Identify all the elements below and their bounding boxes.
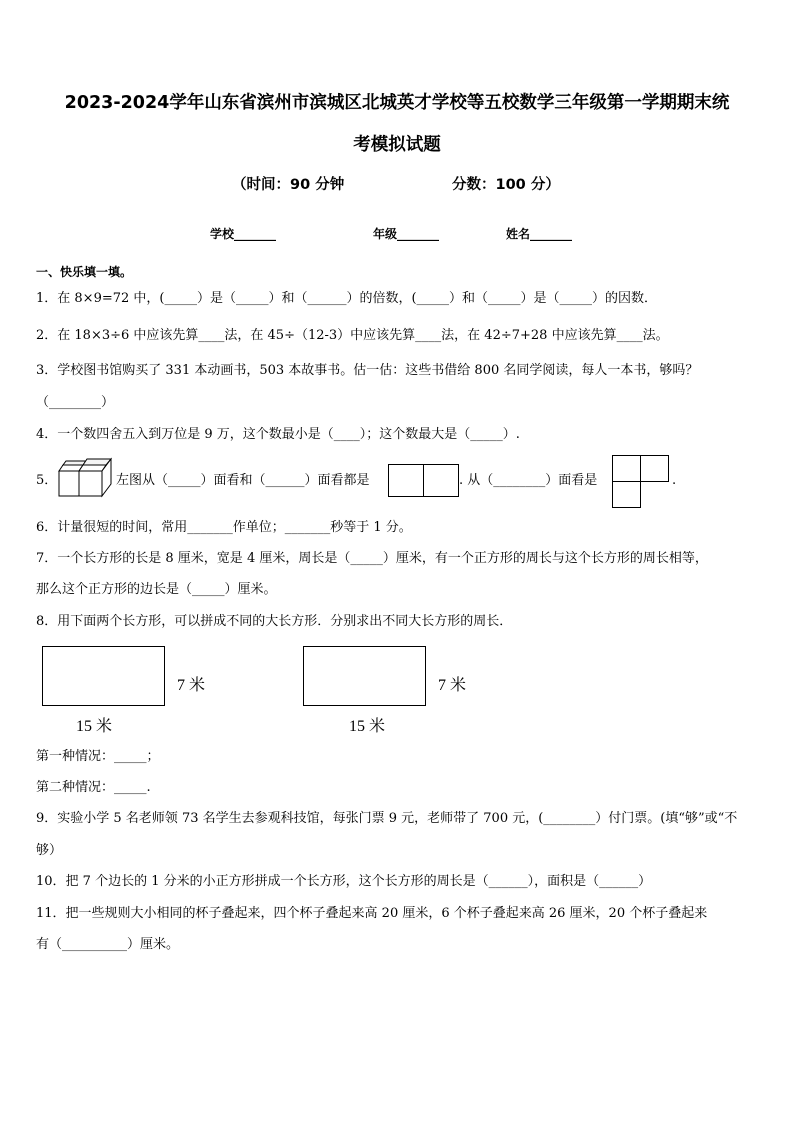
question-5-number: 5．: [36, 473, 58, 488]
question-8: 8．用下面两个长方形，可以拼成不同的大长方形．分别求出不同大长方形的周长．: [36, 614, 513, 629]
section-heading: 一、快乐填一填。: [36, 265, 133, 279]
l-shape-view-figure: [612, 455, 672, 509]
question-7: 7．一个长方形的长是 8 厘米，宽是 4 厘米，周长是（_____）厘米，有一个正方形的周长与这个长方形的周长相等，: [36, 551, 708, 566]
two-square-view-figure: [388, 464, 460, 498]
rectangle-1-width-label: 15 米: [76, 718, 113, 735]
question-1: 1．在 8×9=72 中，(_____）是（_____）和（______）的倍数，(_____）和（_____）是（_____）的因数．: [36, 291, 658, 306]
name-field: 姓名_______: [506, 227, 573, 241]
time-limit: （时间：90 分钟: [232, 177, 345, 193]
grade-field: 年级_______: [373, 227, 440, 241]
exam-title: 2023-2024学年山东省滨州市滨城区北城英才学校等五校数学三年级第一学期期末统: [64, 93, 730, 113]
rectangle-2: [303, 646, 426, 706]
question-10: 10．把 7 个边长的 1 分米的小正方形拼成一个长方形，这个长方形的周长是（______），面积是（______）: [36, 874, 652, 889]
question-9: 9．实验小学 5 名老师领 73 名学生去参观科技馆，每张门票 9 元，老师带了 700 元，(________）付门票。(填“够”或“不: [36, 811, 738, 826]
question-5-part-c: .: [672, 473, 677, 488]
total-score: 分数：100 分）: [452, 177, 560, 193]
rectangle-2-width-label: 15 米: [349, 718, 386, 735]
cube-stack-figure: [56, 458, 118, 502]
question-4: 4．一个数四舍五入到万位是 9 万，这个数最小是（____）；这个数最大是（_____）.: [36, 427, 520, 442]
question-8-case-1: 第一种情况：_____；: [36, 749, 160, 764]
question-11-continued: 有（__________）厘米。: [36, 937, 180, 952]
exam-title-continued: 考模拟试题: [353, 135, 441, 155]
question-11: 11．把一些规则大小相同的杯子叠起来，四个杯子叠起来高 20 厘米，6 个杯子叠起来高 26 厘米，20 个杯子叠起来: [36, 906, 708, 921]
rectangle-1: [42, 646, 165, 706]
school-field: 学校_______: [210, 227, 277, 241]
question-5-part-a: 左图从（_____）面看和（______）面看都是: [116, 473, 370, 488]
question-8-case-2: 第二种情况：_____.: [36, 780, 151, 795]
question-3: 3．学校图书馆购买了 331 本动画书，503 本故事书。估一估：这些书借给 800 名同学阅读，每人一本书，够吗？: [36, 363, 699, 378]
rectangle-2-height-label: 7 米: [438, 677, 467, 694]
rectangle-1-height-label: 7 米: [177, 677, 206, 694]
question-6: 6．计量很短的时间，常用_______作单位；_______秒等于 1 分。: [36, 520, 412, 535]
question-7-continued: 那么这个正方形的边长是（_____）厘米。: [36, 582, 277, 597]
question-5-part-b: . 从（________）面看是: [459, 473, 598, 488]
question-2: 2．在 18×3÷6 中应该先算____法，在 45÷（12-3）中应该先算____法，在 42÷7+28 中应该先算____法。: [36, 328, 669, 343]
question-3-answer: （________）: [36, 395, 115, 410]
question-9-continued: 够）: [36, 843, 63, 858]
